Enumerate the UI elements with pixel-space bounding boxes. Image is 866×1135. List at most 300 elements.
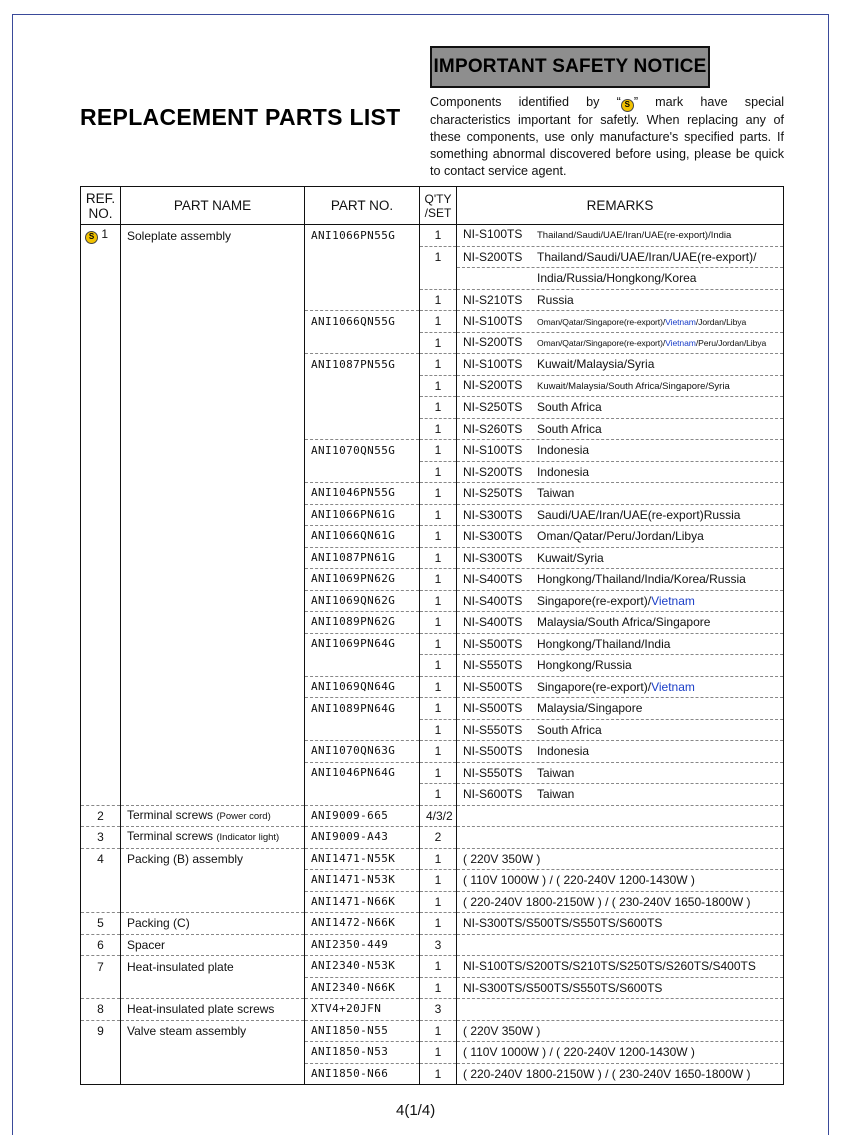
qty-value: 1 [434, 873, 442, 888]
remarks-cell [457, 397, 784, 419]
part-no-cell [305, 827, 420, 849]
remarks-cell [457, 526, 784, 548]
model-name: NI-S550TS [463, 765, 523, 780]
table-row [81, 848, 784, 870]
model-name: NI-S600TS [463, 787, 523, 802]
safety-notice-text [430, 94, 784, 180]
qty-value: 1 [434, 894, 442, 909]
qty-value: 1 [434, 421, 442, 436]
part-name-note: (Indicator light) [216, 832, 280, 844]
qty-cell [420, 311, 457, 333]
qty-cell [420, 633, 457, 655]
remarks-region: ( 220V 350W ) [463, 1023, 541, 1038]
model-name: NI-S500TS [463, 636, 523, 651]
remarks-region: Kuwait/Malaysia/South Africa/Singapore/Syria [537, 380, 730, 392]
part-name-cell [121, 1063, 305, 1085]
qty-cell [420, 827, 457, 849]
qty-value: 1 [434, 529, 442, 544]
ref-no-cell [81, 805, 121, 827]
qty-value: 1 [434, 400, 442, 415]
remarks-cell [457, 418, 784, 440]
remarks-region: Malaysia/South Africa/Singapore [537, 615, 711, 630]
part-no-cell [305, 805, 420, 827]
table-row [81, 762, 784, 784]
remarks-cell [457, 956, 784, 978]
remarks-cell [457, 999, 784, 1021]
part-no: ANI1850-N55 [311, 1023, 389, 1037]
part-name-note: (Power cord) [216, 810, 271, 822]
remarks-cell [457, 741, 784, 763]
qty-value: 4/3/2 [426, 808, 453, 823]
remarks-region: Oman/Qatar/Singapore(re-export)/ [537, 338, 666, 349]
model-name: NI-S200TS [463, 335, 523, 350]
table-row [81, 655, 784, 677]
remarks-region: South Africa [537, 722, 602, 737]
ref-no: 8 [97, 1002, 104, 1017]
remarks-cell [457, 848, 784, 870]
ref-no-cell [81, 311, 121, 333]
part-name-cell [121, 870, 305, 892]
remarks-text [537, 508, 740, 522]
qty-cell [420, 397, 457, 419]
ref-no-cell [81, 268, 121, 290]
part-no-cell [305, 848, 420, 870]
part-no-cell [305, 354, 420, 376]
remarks-text [537, 293, 574, 307]
ref-no-cell [81, 569, 121, 591]
remarks-cell [457, 246, 784, 268]
qty-cell [420, 483, 457, 505]
remarks-region-tail: /Jordan/Libya [695, 316, 747, 327]
remarks-region: Hongkong/Thailand/India/Korea/Russia [537, 572, 746, 587]
remarks-cell [457, 461, 784, 483]
header-qty: Q'TY /SET [420, 187, 457, 225]
qty-value: 1 [434, 980, 442, 995]
table-row [81, 719, 784, 741]
part-name: Packing (C) [127, 916, 190, 931]
ref-no-cell [81, 655, 121, 677]
notice-text-after: ” mark have special characteristics important for safetly. When replacing any of these components, use only manufacture's specified parts. If something abnormal discovered before using, please be quick to contact service agent. [430, 95, 784, 178]
ref-no-cell [81, 999, 121, 1021]
remarks-text [537, 572, 746, 586]
page-title: REPLACEMENT PARTS LIST [80, 104, 401, 130]
header-part-name: PART NAME [121, 187, 305, 225]
table-row [81, 504, 784, 526]
qty-value: 1 [434, 486, 442, 501]
model-name: NI-S200TS [463, 377, 523, 392]
remarks-text [537, 744, 589, 758]
remarks-text [537, 637, 670, 651]
remarks-region: NI-S300TS/S500TS/S550TS/S600TS [463, 916, 663, 931]
remarks-region: Singapore(re-export)/ [537, 679, 652, 694]
part-no-cell [305, 676, 420, 698]
qty-cell [420, 268, 457, 290]
safety-mark-icon: S [85, 231, 98, 244]
qty-cell [420, 590, 457, 612]
remarks-cell [457, 870, 784, 892]
part-no: ANI1850-N66 [311, 1066, 389, 1080]
part-no-cell [305, 246, 420, 268]
remarks-cell [457, 440, 784, 462]
remarks-region: ( 220V 350W ) [463, 851, 541, 866]
part-no-cell [305, 289, 420, 311]
part-no-cell [305, 569, 420, 591]
part-name-cell [121, 784, 305, 806]
table-row [81, 698, 784, 720]
remarks-text [537, 658, 632, 672]
remarks-text [537, 723, 602, 737]
remarks-region: ( 220-240V 1800-2150W ) / ( 230-240V 1650-1800W ) [463, 894, 751, 909]
part-name-cell [121, 676, 305, 698]
qty-value: 2 [434, 830, 442, 845]
remarks-cell [457, 569, 784, 591]
remarks-text [537, 465, 589, 479]
ref-no-cell [81, 741, 121, 763]
remarks-text [463, 981, 662, 995]
qty-cell [420, 354, 457, 376]
part-no-cell [305, 999, 420, 1021]
qty-value: 1 [434, 787, 442, 802]
qty-cell [420, 225, 457, 247]
remarks-region: ( 220-240V 1800-2150W ) / ( 230-240V 1650-1800W ) [463, 1066, 751, 1081]
remarks-region: NI-S300TS/S500TS/S550TS/S600TS [463, 980, 663, 995]
remarks-text [463, 1045, 695, 1059]
remarks-cell [457, 655, 784, 677]
ref-no: 1 [101, 227, 109, 242]
qty-value: 1 [434, 636, 442, 651]
remarks-cell [457, 375, 784, 397]
model-name: NI-S100TS [463, 227, 523, 242]
qty-value: 1 [434, 1045, 442, 1060]
table-row [81, 354, 784, 376]
remarks-region: Malaysia/Singapore [537, 701, 643, 716]
part-no-cell [305, 1020, 420, 1042]
table-row [81, 956, 784, 978]
part-no-cell [305, 311, 420, 333]
remarks-cell [457, 504, 784, 526]
remarks-cell [457, 719, 784, 741]
parts-table-body [81, 225, 784, 1085]
part-no: ANI1087PN61G [311, 550, 396, 564]
remarks-region-highlight: Vietnam [651, 593, 695, 608]
part-name-cell [121, 698, 305, 720]
part-no: ANI1069QN64G [311, 679, 396, 693]
part-name-cell [121, 762, 305, 784]
remarks-text [537, 230, 731, 241]
part-no-cell [305, 332, 420, 354]
part-no: ANI9009-665 [311, 808, 389, 822]
ref-no-cell [81, 698, 121, 720]
part-no-cell [305, 741, 420, 763]
ref-no-cell [81, 934, 121, 956]
part-no-cell [305, 397, 420, 419]
part-name-cell [121, 655, 305, 677]
part-no-cell [305, 913, 420, 935]
part-name-cell [121, 1042, 305, 1064]
part-no-cell [305, 655, 420, 677]
remarks-region: Saudi/UAE/Iran/UAE(re-export)Russia [537, 507, 741, 522]
part-no: ANI1070QN63G [311, 744, 396, 758]
remarks-cell [457, 332, 784, 354]
part-name-cell [121, 612, 305, 634]
remarks-region: Oman/Qatar/Peru/Jordan/Libya [537, 529, 704, 544]
qty-cell [420, 1020, 457, 1042]
qty-value: 1 [434, 615, 442, 630]
remarks-cell [457, 827, 784, 849]
part-no: ANI9009-A43 [311, 830, 389, 844]
ref-no-cell [81, 1063, 121, 1085]
page-number: 4(1/4) [396, 1102, 436, 1119]
remarks-text [537, 422, 602, 436]
qty-cell [420, 246, 457, 268]
part-no: ANI1471-N55K [311, 851, 396, 865]
table-row [81, 913, 784, 935]
qty-value: 1 [434, 765, 442, 780]
qty-cell [420, 332, 457, 354]
qty-value: 1 [434, 572, 442, 587]
remarks-cell [457, 612, 784, 634]
qty-value: 1 [434, 550, 442, 565]
qty-value: 1 [434, 250, 442, 264]
part-name-cell [121, 332, 305, 354]
ref-no: 3 [97, 830, 104, 845]
remarks-cell [457, 268, 784, 290]
part-no-cell [305, 418, 420, 440]
qty-value: 1 [434, 1066, 442, 1081]
ref-no: 9 [97, 1024, 104, 1038]
qty-cell [420, 440, 457, 462]
remarks-cell [457, 1042, 784, 1064]
qty-cell [420, 956, 457, 978]
ref-no-cell [81, 913, 121, 935]
part-name-cell [121, 569, 305, 591]
qty-value: 3 [434, 1002, 442, 1017]
part-no: ANI1046PN64G [311, 766, 396, 779]
part-name: Packing (B) assembly [127, 852, 244, 866]
qty-cell [420, 913, 457, 935]
remarks-region: Hongkong/Russia [537, 658, 632, 673]
remarks-text [537, 529, 704, 543]
qty-value: 1 [434, 722, 442, 737]
part-no-cell [305, 1042, 420, 1064]
parts-table [80, 186, 784, 1085]
ref-no-cell [81, 848, 121, 870]
part-no-cell [305, 268, 420, 290]
part-name-cell [121, 805, 305, 827]
qty-value: 1 [434, 593, 442, 608]
remarks-text [537, 338, 766, 348]
qty-cell [420, 526, 457, 548]
ref-no-cell [81, 633, 121, 655]
remarks-text [463, 1067, 751, 1081]
qty-value: 1 [434, 658, 442, 673]
table-row [81, 332, 784, 354]
part-name-cell [121, 483, 305, 505]
table-row [81, 311, 784, 333]
remarks-cell [457, 891, 784, 913]
part-no: ANI1069PN64G [311, 637, 396, 650]
qty-value: 1 [434, 959, 442, 974]
remarks-region: Kuwait/Malaysia/Syria [537, 357, 655, 372]
ref-no-cell [81, 590, 121, 612]
remarks-text [463, 852, 540, 866]
remarks-text [537, 766, 574, 780]
table-row [81, 891, 784, 913]
part-no: ANI2340-N53K [311, 959, 396, 973]
header-part-no: PART NO. [305, 187, 420, 225]
table-row [81, 418, 784, 440]
part-no-cell [305, 440, 420, 462]
part-no-cell [305, 934, 420, 956]
part-name-cell [121, 547, 305, 569]
table-row [81, 246, 784, 268]
part-no: ANI1471-N53K [311, 873, 396, 887]
model-name: NI-S100TS [463, 357, 523, 372]
remarks-text [463, 873, 695, 887]
model-name: NI-S250TS [463, 486, 523, 501]
part-no: ANI1471-N66K [311, 894, 396, 908]
part-no-cell [305, 784, 420, 806]
ref-no-cell [81, 483, 121, 505]
remarks-region: Singapore(re-export)/ [537, 593, 652, 608]
table-row [81, 784, 784, 806]
qty-cell [420, 719, 457, 741]
part-name-cell [121, 848, 305, 870]
remarks-text [463, 916, 662, 930]
part-no-cell [305, 590, 420, 612]
table-row [81, 590, 784, 612]
part-name-cell [121, 225, 305, 247]
ref-no: 4 [97, 852, 104, 866]
remarks-text [537, 317, 746, 327]
part-name-cell [121, 934, 305, 956]
part-name-cell [121, 504, 305, 526]
part-no: ANI1070QN55G [311, 443, 396, 457]
qty-cell [420, 741, 457, 763]
remarks-region: ( 110V 1000W ) / ( 220-240V 1200-1430W ) [463, 1045, 695, 1060]
part-name: Soleplate assembly [127, 228, 232, 243]
part-no-cell [305, 762, 420, 784]
ref-no-cell [81, 719, 121, 741]
qty-value: 1 [434, 701, 442, 716]
remarks-text [463, 959, 756, 973]
ref-no-cell [81, 225, 121, 247]
remarks-text [537, 443, 589, 457]
remarks-text [537, 594, 695, 608]
qty-cell [420, 1042, 457, 1064]
part-no: ANI1066QN55G [311, 314, 396, 328]
part-no: ANI1089PN62G [311, 615, 396, 629]
part-name: Spacer [127, 937, 166, 952]
table-row [81, 375, 784, 397]
remarks-text [537, 615, 710, 629]
part-no-cell [305, 977, 420, 999]
table-row [81, 870, 784, 892]
part-name: Heat-insulated plate screws [127, 1002, 275, 1017]
part-no: ANI1472-N66K [311, 916, 396, 930]
part-no-cell [305, 504, 420, 526]
table-row [81, 225, 784, 247]
table-row [81, 612, 784, 634]
remarks-region: Thailand/Saudi/UAE/Iran/UAE(re-export)/India [537, 230, 732, 242]
ref-no: 6 [97, 937, 104, 952]
ref-no-cell [81, 1020, 121, 1042]
table-row [81, 1042, 784, 1064]
remarks-region: NI-S100TS/S200TS/S210TS/S250TS/S260TS/S400TS [463, 959, 756, 974]
table-row [81, 461, 784, 483]
model-name: NI-S200TS [463, 464, 523, 479]
model-name: NI-S400TS [463, 593, 523, 608]
remarks-region: ( 110V 1000W ) / ( 220-240V 1200-1430W ) [463, 873, 695, 888]
remarks-text [537, 787, 574, 801]
part-no-cell [305, 870, 420, 892]
qty-cell [420, 676, 457, 698]
table-row [81, 1020, 784, 1042]
model-name: NI-S260TS [463, 421, 523, 436]
part-no: ANI1069QN62G [311, 593, 396, 607]
qty-cell [420, 655, 457, 677]
remarks-region: Oman/Qatar/Singapore(re-export)/ [537, 316, 666, 327]
part-name-cell [121, 590, 305, 612]
remarks-text [537, 680, 695, 694]
part-no: ANI2350-449 [311, 937, 389, 951]
part-name-cell [121, 526, 305, 548]
ref-no-cell [81, 526, 121, 548]
part-name-cell [121, 311, 305, 333]
ref-no-cell [81, 461, 121, 483]
ref-no-cell [81, 547, 121, 569]
part-name-cell [121, 268, 305, 290]
remarks-region: South Africa [537, 400, 602, 415]
part-no-cell [305, 956, 420, 978]
remarks-region: Taiwan [537, 765, 575, 780]
qty-cell [420, 999, 457, 1021]
part-no-cell [305, 225, 420, 247]
part-no: ANI1066QN61G [311, 529, 396, 543]
part-name-cell [121, 891, 305, 913]
remarks-region: Taiwan [537, 787, 575, 802]
part-name-cell [121, 719, 305, 741]
remarks-cell [457, 547, 784, 569]
notice-text-before: Components identified by “ [430, 95, 621, 109]
part-name-cell [121, 741, 305, 763]
part-name: Terminal screws [127, 807, 214, 822]
ref-no-cell [81, 440, 121, 462]
part-no-cell [305, 483, 420, 505]
table-row [81, 977, 784, 999]
table-row [81, 805, 784, 827]
remarks-text [537, 271, 696, 285]
part-name: Valve steam assembly [127, 1024, 247, 1038]
remarks-region-tail: /Peru/Jordan/Libya [695, 338, 767, 349]
qty-cell [420, 504, 457, 526]
qty-cell [420, 934, 457, 956]
remarks-region: India/Russia/Hongkong/Korea [537, 271, 697, 286]
ref-no: 5 [97, 916, 104, 931]
part-no: ANI1066PN55G [311, 228, 396, 242]
model-name: NI-S300TS [463, 550, 523, 565]
table-row [81, 1063, 784, 1085]
remarks-cell [457, 311, 784, 333]
part-no-cell [305, 461, 420, 483]
qty-value: 1 [434, 1023, 442, 1038]
part-no-cell [305, 633, 420, 655]
qty-value: 1 [434, 228, 442, 243]
remarks-cell [457, 805, 784, 827]
qty-value: 1 [434, 464, 442, 479]
table-row [81, 827, 784, 849]
table-row [81, 483, 784, 505]
